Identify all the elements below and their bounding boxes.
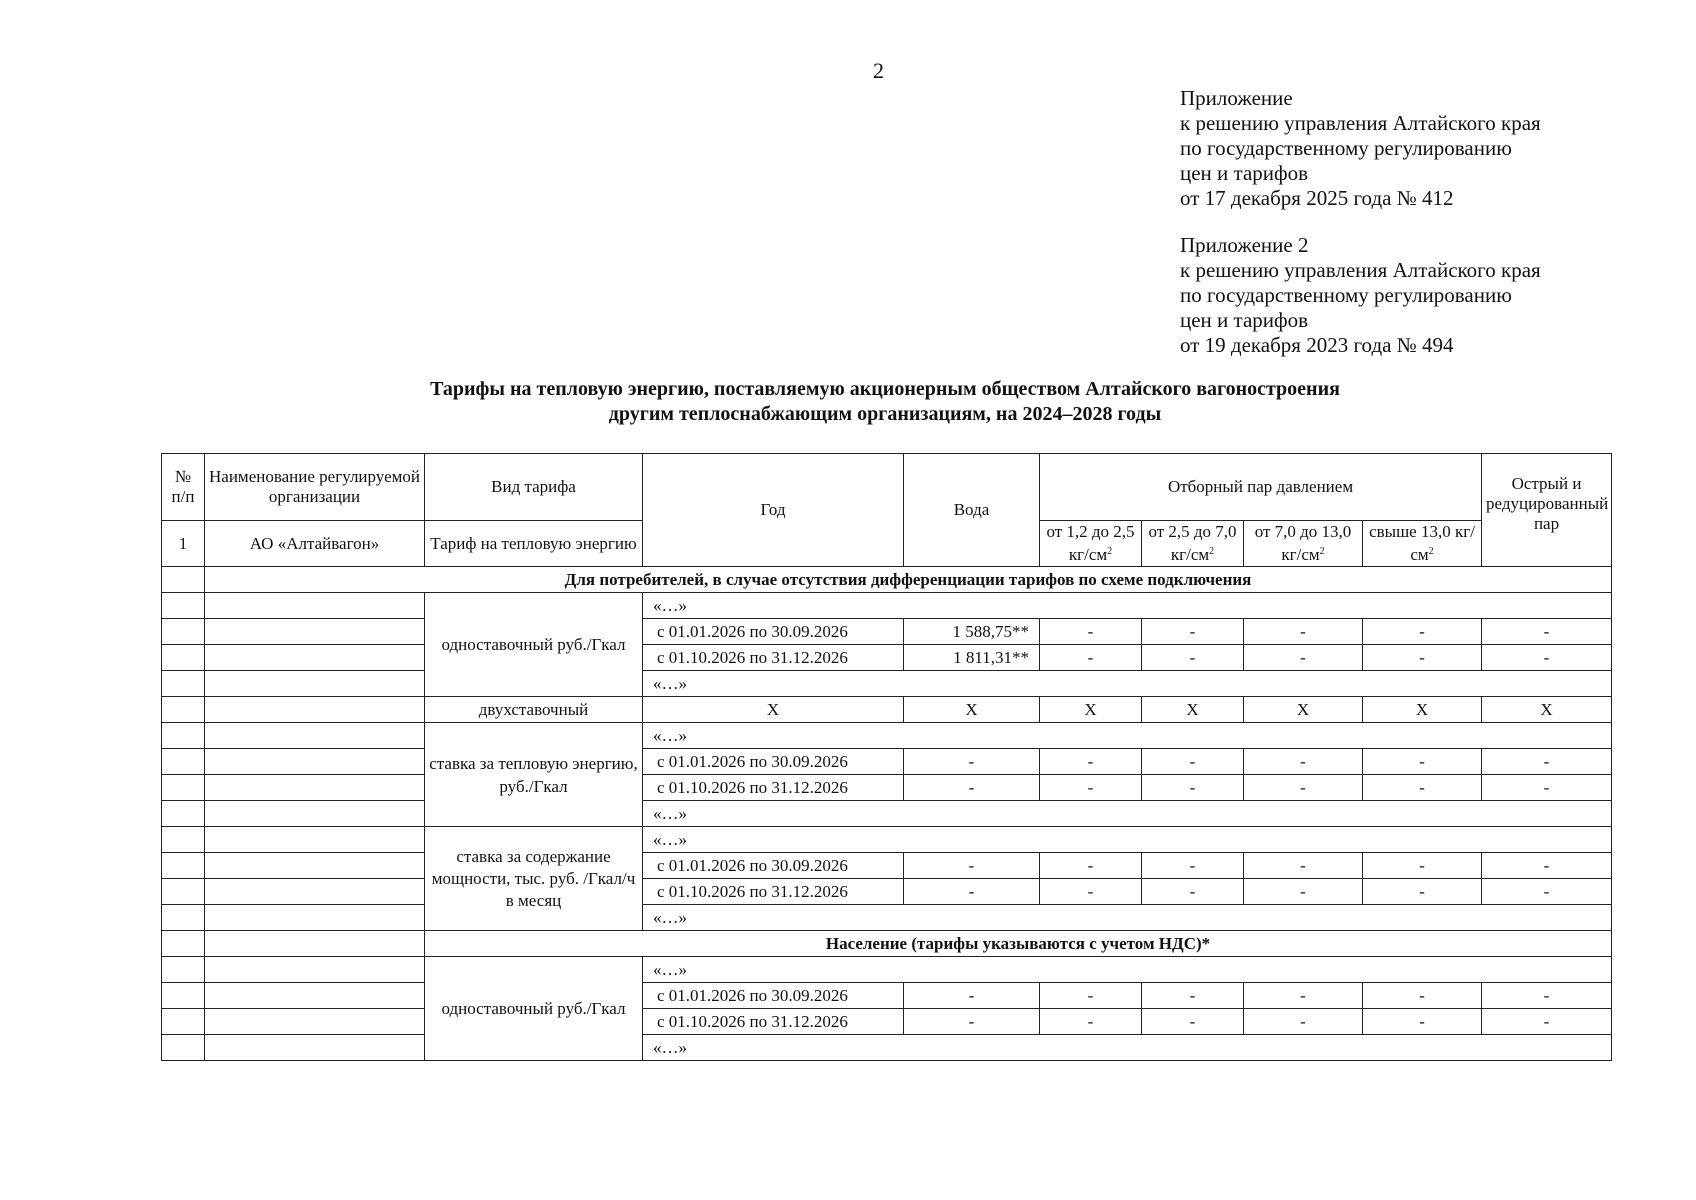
dash-cell: - [1482,983,1612,1009]
header-steam-4: свыше 13,0 $кг/см^2$ [1363,521,1482,567]
ellipsis: «…» [643,1035,1612,1061]
ellipsis: «…» [643,671,1612,697]
dash-cell: - [1482,879,1612,905]
dash-cell: - [904,1009,1040,1035]
table-row [162,723,1612,749]
dash-cell: - [1363,619,1482,645]
x-cell: Х [1482,697,1612,723]
dash-cell: - [1040,983,1142,1009]
ellipsis: «…» [643,905,1612,931]
table-row [162,593,1612,619]
table-row [162,879,1612,905]
table-row [162,905,1612,931]
header-org-name: Наименование регулируемой организации [205,454,425,521]
dash-cell: - [1040,619,1142,645]
header-year: Год [643,454,904,567]
water-value: 1 811,31** [904,645,1040,671]
table-row [162,827,1612,853]
dash-cell: - [1142,645,1244,671]
table-row [162,801,1612,827]
ellipsis: «…» [643,957,1612,983]
table-row [162,775,1612,801]
dash-cell: - [1363,853,1482,879]
dash-cell: - [1040,749,1142,775]
page-number: 2 [873,58,884,83]
dash-cell: - [1244,645,1363,671]
period-cell: с 01.01.2026 по 30.09.2026 [643,749,904,775]
table-row [162,671,1612,697]
dash-cell: - [1040,1009,1142,1035]
dash-cell: - [1142,853,1244,879]
ellipsis: «…» [643,801,1612,827]
org-name: АО «Алтайвагон» [205,521,425,567]
table-row [162,1009,1612,1035]
appendix-line: к решению управления Алтайского края [1180,258,1541,282]
water-value: 1 588,75** [904,619,1040,645]
dash-cell: - [1363,645,1482,671]
appendix-original [1180,233,1541,358]
x-cell: Х [1244,697,1363,723]
period-cell: с 01.01.2026 по 30.09.2026 [643,619,904,645]
section-row [162,567,1612,593]
table-row [162,645,1612,671]
table-row [162,983,1612,1009]
dash-cell: - [1363,1009,1482,1035]
dash-cell: - [1244,879,1363,905]
section-row [162,931,1612,957]
section-population: Население (тарифы указываются с учетом НДС)* [425,931,1612,957]
dash-cell: - [1142,1009,1244,1035]
dash-cell: - [1040,853,1142,879]
table-row [162,1035,1612,1061]
x-cell: Х [904,697,1040,723]
header-row-1 [162,454,1612,521]
period-cell: с 01.10.2026 по 31.12.2026 [643,775,904,801]
x-cell: Х [643,697,904,723]
dash-cell: - [1142,619,1244,645]
group-capacity-rate: ставка за содержание мощности, тыс. руб. /Гкал/ч в месяц [425,827,643,931]
table-row [162,619,1612,645]
ellipsis: «…» [643,827,1612,853]
dash-cell: - [1142,775,1244,801]
appendix-line: цен и тарифов [1180,308,1309,332]
group-single-rate: одноставочный руб./Гкал [425,593,643,697]
appendix-line: к решению управления Алтайского края [1180,111,1541,135]
dash-cell: - [1244,775,1363,801]
org-tariff: Тариф на тепловую энергию [425,521,643,567]
dash-cell: - [1040,879,1142,905]
group-energy-rate: ставка за тепловую энергию, руб./Гкал [425,723,643,827]
dash-cell: - [1482,775,1612,801]
group-single-rate-population: одноставочный руб./Гкал [425,957,643,1061]
dash-cell: - [904,983,1040,1009]
dash-cell: - [1142,879,1244,905]
dash-cell: - [1363,749,1482,775]
dash-cell: - [1040,645,1142,671]
dash-cell: - [1244,1009,1363,1035]
org-num: 1 [162,521,205,567]
header-num: № п/п [162,454,205,521]
dash-cell: - [1363,983,1482,1009]
dash-cell: - [904,749,1040,775]
header-steam-3: от 7,0 до 13,0 $кг/см^2$ [1244,521,1363,567]
section-consumers: Для потребителей, в случае отсутствия дифференциации тарифов по схеме подключения [205,567,1612,593]
dash-cell: - [1142,749,1244,775]
header-sharp-steam: Острый и редуцированный пар [1482,454,1612,567]
appendix-current [1180,86,1541,211]
dash-cell: - [1142,983,1244,1009]
dash-cell: - [1363,775,1482,801]
dash-cell: - [1244,619,1363,645]
ellipsis: «…» [643,723,1612,749]
dash-cell: - [1244,749,1363,775]
x-cell: Х [1363,697,1482,723]
appendix-line: цен и тарифов [1180,161,1309,185]
table-row [162,697,1612,723]
title-line-1: Тарифы на тепловую энергию, поставляемую акционерным обществом Алтайского вагоностроения [430,378,1340,400]
tariff-table [161,453,1612,1061]
header-steam-2: от 2,5 до 7,0 $кг/см^2$ [1142,521,1244,567]
appendix-line: от 17 декабря 2025 года № 412 [1180,186,1454,210]
period-cell: с 01.10.2026 по 31.12.2026 [643,879,904,905]
dash-cell: - [1040,775,1142,801]
title-line-2: другим теплоснабжающим организациям, на 2024–2028 годы [608,403,1162,425]
x-cell: Х [1142,697,1244,723]
period-cell: с 01.10.2026 по 31.12.2026 [643,645,904,671]
x-cell: Х [1040,697,1142,723]
header-tariff-type: Вид тарифа [425,454,643,521]
document-title [200,377,1570,427]
dash-cell: - [1482,619,1612,645]
period-cell: с 01.01.2026 по 30.09.2026 [643,983,904,1009]
dash-cell: - [1482,749,1612,775]
dash-cell: - [1363,879,1482,905]
appendix-line: по государственному регулированию [1180,136,1512,160]
dash-cell: - [904,853,1040,879]
ellipsis: «…» [643,593,1612,619]
dash-cell: - [1244,983,1363,1009]
appendix-line: от 19 декабря 2023 года № 494 [1180,333,1454,357]
header-steam-1: от 1,2 до 2,5 $кг/см^2$ [1040,521,1142,567]
dash-cell: - [1482,645,1612,671]
table-row [162,853,1612,879]
dash-cell: - [904,879,1040,905]
dash-cell: - [1482,1009,1612,1035]
appendix-line: по государственному регулированию [1180,283,1512,307]
header-water: Вода [904,454,1040,567]
dash-cell: - [1482,853,1612,879]
table-row [162,957,1612,983]
group-two-rate: двухставочный [425,697,643,723]
appendix-line: Приложение [1180,86,1293,110]
dash-cell: - [1244,853,1363,879]
header-selected-steam: Отборный пар давлением [1040,454,1482,521]
period-cell: с 01.01.2026 по 30.09.2026 [643,853,904,879]
table-row [162,749,1612,775]
period-cell: с 01.10.2026 по 31.12.2026 [643,1009,904,1035]
dash-cell: - [904,775,1040,801]
appendix-line: Приложение 2 [1180,233,1309,257]
